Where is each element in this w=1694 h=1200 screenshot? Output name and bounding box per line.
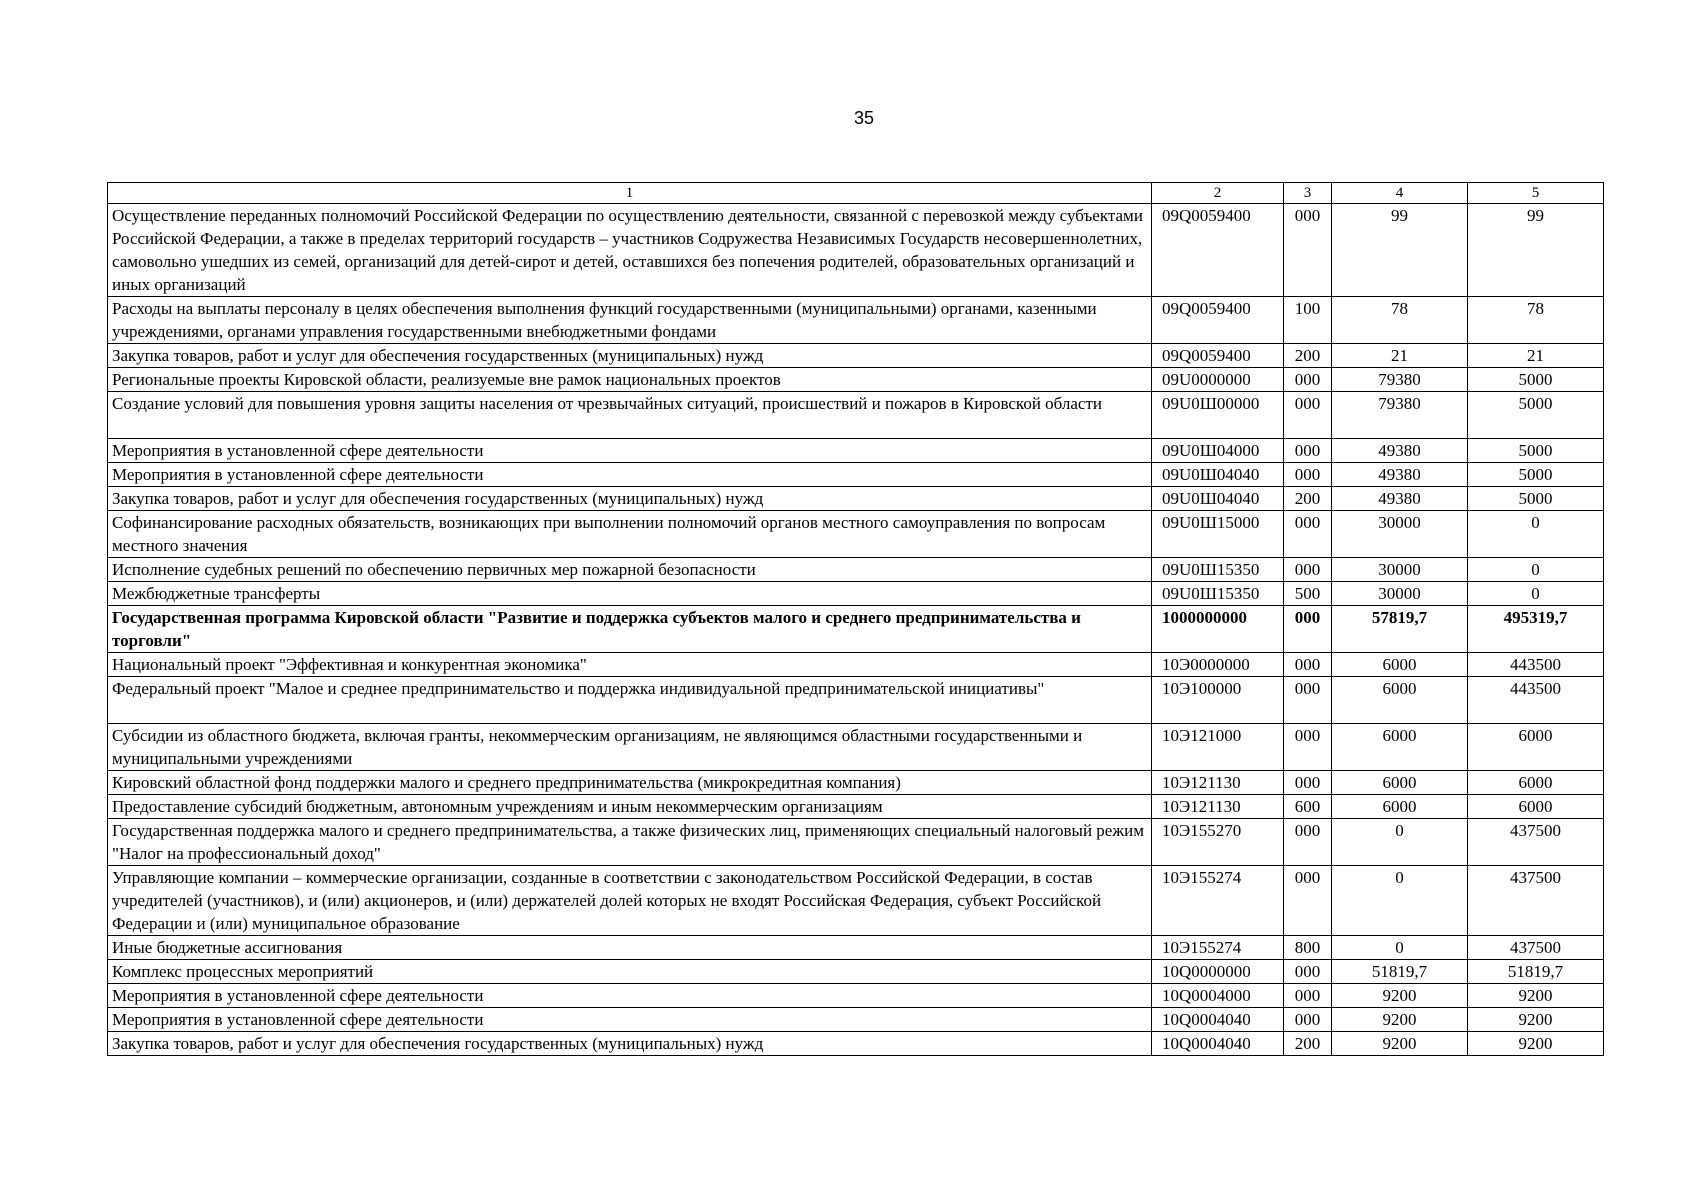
row-type-cell: 800 xyxy=(1284,936,1332,960)
table-row xyxy=(108,297,1604,344)
row-col4-cell: 6000 xyxy=(1332,795,1468,819)
header-col-4: 4 xyxy=(1332,183,1468,204)
row-col4-cell: 9200 xyxy=(1332,1008,1468,1032)
header-col-1: 1 xyxy=(108,183,1152,204)
row-col4-cell: 6000 xyxy=(1332,771,1468,795)
row-type-cell: 000 xyxy=(1284,819,1332,866)
row-col5-cell: 6000 xyxy=(1468,724,1604,771)
table-row xyxy=(108,606,1604,653)
row-code-cell: 10Э0000000 xyxy=(1152,653,1284,677)
row-type-cell: 500 xyxy=(1284,582,1332,606)
row-code-cell: 10Э100000 xyxy=(1152,677,1284,724)
row-col5-cell: 9200 xyxy=(1468,1032,1604,1056)
row-col4-cell: 78 xyxy=(1332,297,1468,344)
row-col4-cell: 79380 xyxy=(1332,368,1468,392)
row-name-cell: Исполнение судебных решений по обеспечению первичных мер пожарной безопасности xyxy=(108,558,1152,582)
row-col4-cell: 49380 xyxy=(1332,463,1468,487)
row-col5-cell: 21 xyxy=(1468,344,1604,368)
row-type-cell: 000 xyxy=(1284,1008,1332,1032)
row-type-cell: 200 xyxy=(1284,487,1332,511)
row-name-cell: Мероприятия в установленной сфере деятельности xyxy=(108,984,1152,1008)
row-col4-cell: 9200 xyxy=(1332,1032,1468,1056)
row-type-cell: 600 xyxy=(1284,795,1332,819)
row-col5-cell: 495319,7 xyxy=(1468,606,1604,653)
row-col4-cell: 0 xyxy=(1332,936,1468,960)
table-row xyxy=(108,463,1604,487)
row-col5-cell: 437500 xyxy=(1468,819,1604,866)
budget-table xyxy=(107,182,1604,1056)
row-type-cell: 200 xyxy=(1284,1032,1332,1056)
row-name-cell: Государственная поддержка малого и среднего предпринимательства, а также физических лиц, применяющих специальный налоговый режим "Налог на профессиональный доход" xyxy=(108,819,1152,866)
row-col5-cell: 99 xyxy=(1468,204,1604,297)
row-name-cell: Управляющие компании – коммерческие организации, созданные в соответствии с законодательством Российской Федерации, в состав учредителей (участников), и (или) акционеров, и (или) держателей долей которых не входят Российская Федерация, субъект Российской Федерации и (или) муниципальное образование xyxy=(108,866,1152,936)
row-col4-cell: 30000 xyxy=(1332,558,1468,582)
row-type-cell: 000 xyxy=(1284,984,1332,1008)
row-name-cell: Софинансирование расходных обязательств, возникающих при выполнении полномочий органов местного самоуправления по вопросам местного значения xyxy=(108,511,1152,558)
table-row xyxy=(108,724,1604,771)
row-type-cell: 000 xyxy=(1284,439,1332,463)
row-col4-cell: 21 xyxy=(1332,344,1468,368)
table-row xyxy=(108,558,1604,582)
row-code-cell: 10Э155274 xyxy=(1152,866,1284,936)
table-row xyxy=(108,487,1604,511)
row-code-cell: 09U0000000 xyxy=(1152,368,1284,392)
row-type-cell: 000 xyxy=(1284,724,1332,771)
row-type-cell: 000 xyxy=(1284,771,1332,795)
row-code-cell: 09U0Ш04000 xyxy=(1152,439,1284,463)
row-name-cell: Создание условий для повышения уровня защиты населения от чрезвычайных ситуаций, происшествий и пожаров в Кировской области xyxy=(108,392,1152,439)
table-row xyxy=(108,653,1604,677)
row-col5-cell: 0 xyxy=(1468,511,1604,558)
row-col5-cell: 443500 xyxy=(1468,677,1604,724)
row-code-cell: 09U0Ш00000 xyxy=(1152,392,1284,439)
row-name-cell: Государственная программа Кировской области "Развитие и поддержка субъектов малого и среднего предпринимательства и торговли" xyxy=(108,606,1152,653)
row-code-cell: 09U0Ш04040 xyxy=(1152,487,1284,511)
row-col4-cell: 99 xyxy=(1332,204,1468,297)
row-col4-cell: 49380 xyxy=(1332,439,1468,463)
row-name-cell: Закупка товаров, работ и услуг для обеспечения государственных (муниципальных) нужд xyxy=(108,1032,1152,1056)
row-col5-cell: 6000 xyxy=(1468,795,1604,819)
row-col5-cell: 78 xyxy=(1468,297,1604,344)
row-col5-cell: 9200 xyxy=(1468,1008,1604,1032)
row-name-cell: Расходы на выплаты персоналу в целях обеспечения выполнения функций государственными (муниципальными) органами, казенными учреждениями, органами управления государственными внебюджетными фондами xyxy=(108,297,1152,344)
table-row xyxy=(108,439,1604,463)
row-type-cell: 000 xyxy=(1284,368,1332,392)
row-type-cell: 000 xyxy=(1284,392,1332,439)
row-name-cell: Кировский областной фонд поддержки малого и среднего предпринимательства (микрокредитная компания) xyxy=(108,771,1152,795)
row-col4-cell: 0 xyxy=(1332,866,1468,936)
row-name-cell: Межбюджетные трансферты xyxy=(108,582,1152,606)
table-header-row xyxy=(108,183,1604,204)
row-col4-cell: 51819,7 xyxy=(1332,960,1468,984)
row-name-cell: Предоставление субсидий бюджетным, автономным учреждениям и иным некоммерческим организациям xyxy=(108,795,1152,819)
table-row xyxy=(108,771,1604,795)
table-row xyxy=(108,677,1604,724)
row-col5-cell: 0 xyxy=(1468,582,1604,606)
row-col4-cell: 0 xyxy=(1332,819,1468,866)
row-name-cell: Субсидии из областного бюджета, включая гранты, некоммерческим организациям, не являющимся областными государственными и муниципальными учреждениями xyxy=(108,724,1152,771)
table-body xyxy=(108,204,1604,1056)
row-col5-cell: 5000 xyxy=(1468,392,1604,439)
row-code-cell: 09Q0059400 xyxy=(1152,297,1284,344)
table-row xyxy=(108,582,1604,606)
row-col4-cell: 6000 xyxy=(1332,724,1468,771)
table-row xyxy=(108,511,1604,558)
row-code-cell: 09Q0059400 xyxy=(1152,204,1284,297)
row-col4-cell: 6000 xyxy=(1332,677,1468,724)
row-col5-cell: 0 xyxy=(1468,558,1604,582)
row-name-cell: Федеральный проект "Малое и среднее предпринимательство и поддержка индивидуальной предпринимательской инициативы" xyxy=(108,677,1152,724)
row-code-cell: 10Э155270 xyxy=(1152,819,1284,866)
row-code-cell: 10Э121130 xyxy=(1152,795,1284,819)
row-code-cell: 10Э121000 xyxy=(1152,724,1284,771)
row-type-cell: 000 xyxy=(1284,866,1332,936)
table-row xyxy=(108,866,1604,936)
table-row xyxy=(108,936,1604,960)
row-type-cell: 000 xyxy=(1284,960,1332,984)
row-type-cell: 000 xyxy=(1284,606,1332,653)
page-number: 35 xyxy=(853,108,875,128)
row-type-cell: 000 xyxy=(1284,558,1332,582)
header-col-3: 3 xyxy=(1284,183,1332,204)
row-type-cell: 000 xyxy=(1284,463,1332,487)
row-name-cell: Национальный проект "Эффективная и конкурентная экономика" xyxy=(108,653,1152,677)
row-name-cell: Осуществление переданных полномочий Российской Федерации по осуществлению деятельности, связанной с перевозкой между субъектами Российской Федерации, а также в пределах территорий государств – участников Содружества Независимых Государств несовершеннолетних, самовольно ушедших из семей, организаций для детей-сирот и детей, оставшихся без попечения родителей, образовательных организаций и иных организаций xyxy=(108,204,1152,297)
row-name-cell: Комплекс процессных мероприятий xyxy=(108,960,1152,984)
row-code-cell: 10Э121130 xyxy=(1152,771,1284,795)
row-code-cell: 1000000000 xyxy=(1152,606,1284,653)
row-code-cell: 10Q0000000 xyxy=(1152,960,1284,984)
table-row xyxy=(108,1008,1604,1032)
row-type-cell: 100 xyxy=(1284,297,1332,344)
row-type-cell: 000 xyxy=(1284,511,1332,558)
row-code-cell: 10Q0004000 xyxy=(1152,984,1284,1008)
row-col4-cell: 30000 xyxy=(1332,582,1468,606)
row-type-cell: 000 xyxy=(1284,677,1332,724)
row-col5-cell: 6000 xyxy=(1468,771,1604,795)
row-col5-cell: 437500 xyxy=(1468,936,1604,960)
row-code-cell: 10Э155274 xyxy=(1152,936,1284,960)
row-code-cell: 10Q0004040 xyxy=(1152,1032,1284,1056)
row-col4-cell: 9200 xyxy=(1332,984,1468,1008)
row-code-cell: 09Q0059400 xyxy=(1152,344,1284,368)
header-col-2: 2 xyxy=(1152,183,1284,204)
row-col4-cell: 49380 xyxy=(1332,487,1468,511)
row-code-cell: 10Q0004040 xyxy=(1152,1008,1284,1032)
row-type-cell: 000 xyxy=(1284,653,1332,677)
row-name-cell: Мероприятия в установленной сфере деятельности xyxy=(108,1008,1152,1032)
row-type-cell: 000 xyxy=(1284,204,1332,297)
row-col5-cell: 9200 xyxy=(1468,984,1604,1008)
row-col4-cell: 79380 xyxy=(1332,392,1468,439)
row-col5-cell: 51819,7 xyxy=(1468,960,1604,984)
row-code-cell: 09U0Ш04040 xyxy=(1152,463,1284,487)
row-col5-cell: 5000 xyxy=(1468,487,1604,511)
row-name-cell: Иные бюджетные ассигнования xyxy=(108,936,1152,960)
row-col4-cell: 6000 xyxy=(1332,653,1468,677)
table-row xyxy=(108,392,1604,439)
row-col5-cell: 5000 xyxy=(1468,368,1604,392)
row-code-cell: 09U0Ш15000 xyxy=(1152,511,1284,558)
row-name-cell: Мероприятия в установленной сфере деятельности xyxy=(108,463,1152,487)
row-col5-cell: 5000 xyxy=(1468,439,1604,463)
row-name-cell: Мероприятия в установленной сфере деятельности xyxy=(108,439,1152,463)
row-col4-cell: 30000 xyxy=(1332,511,1468,558)
table-row xyxy=(108,984,1604,1008)
row-code-cell: 09U0Ш15350 xyxy=(1152,582,1284,606)
row-name-cell: Закупка товаров, работ и услуг для обеспечения государственных (муниципальных) нужд xyxy=(108,344,1152,368)
header-col-5: 5 xyxy=(1468,183,1604,204)
row-col4-cell: 57819,7 xyxy=(1332,606,1468,653)
table-row xyxy=(108,960,1604,984)
row-name-cell: Закупка товаров, работ и услуг для обеспечения государственных (муниципальных) нужд xyxy=(108,487,1152,511)
table-row xyxy=(108,344,1604,368)
row-col5-cell: 437500 xyxy=(1468,866,1604,936)
table-row xyxy=(108,204,1604,297)
row-name-cell: Региональные проекты Кировской области, реализуемые вне рамок национальных проектов xyxy=(108,368,1152,392)
row-col5-cell: 5000 xyxy=(1468,463,1604,487)
row-col5-cell: 443500 xyxy=(1468,653,1604,677)
row-type-cell: 200 xyxy=(1284,344,1332,368)
table-row xyxy=(108,368,1604,392)
table-row xyxy=(108,1032,1604,1056)
table-row xyxy=(108,819,1604,866)
row-code-cell: 09U0Ш15350 xyxy=(1152,558,1284,582)
table-row xyxy=(108,795,1604,819)
